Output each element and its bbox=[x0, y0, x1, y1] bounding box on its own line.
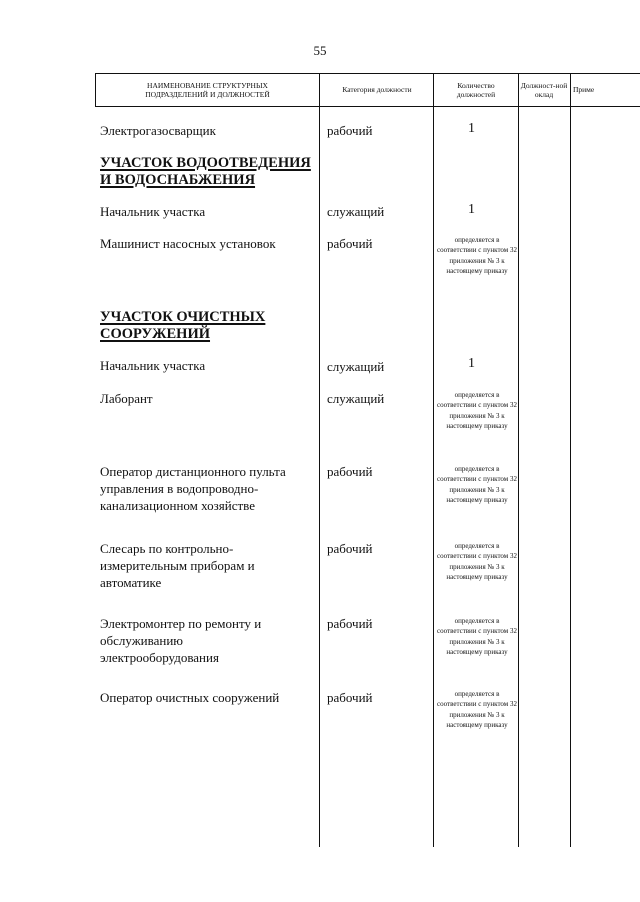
row-name: Электрогазосварщик bbox=[100, 123, 216, 138]
row-count-note: определяется в соответствии с пунктом 32 приложения № 3 к настоящему приказу bbox=[437, 542, 517, 582]
row-name: Электромонтер по ремонту и обслуживанию электрооборудования bbox=[100, 616, 262, 665]
row-count-note: определяется в соответствии с пунктом 32 приложения № 3 к настоящему приказу bbox=[437, 465, 517, 505]
section-heading: УЧАСТОК ОЧИСТНЫХ СООРУЖЕНИЙ bbox=[100, 309, 266, 342]
row-category: служащий bbox=[327, 391, 385, 406]
row-count-note: определяется в соответствии с пунктом 32 приложения № 3 к настоящему приказу bbox=[437, 690, 517, 730]
row-name: Слесарь по контрольно-измерительным приборам и автоматике bbox=[100, 541, 255, 590]
row-count: 1 bbox=[468, 202, 475, 217]
row-name: Оператор очистных сооружений bbox=[100, 690, 280, 705]
column-divider-salary bbox=[518, 73, 519, 847]
header-category-column: Категория должности bbox=[342, 85, 412, 94]
row-category: рабочий bbox=[327, 690, 373, 705]
row-name: Лаборант bbox=[100, 391, 153, 406]
row-category: рабочий bbox=[327, 464, 373, 479]
section-heading: УЧАСТОК ВОДООТВЕДЕНИЯ И ВОДОСНАБЖЕНИЯ bbox=[100, 155, 311, 188]
row-count: 1 bbox=[468, 356, 475, 371]
header-note-column: Приме bbox=[573, 85, 595, 94]
table-header-rule bbox=[95, 106, 640, 107]
table-left-border bbox=[95, 73, 96, 106]
row-name: Машинист насосных установок bbox=[100, 236, 276, 251]
row-name: Оператор дистанционного пульта управления в водопроводно-канализационном хозяйстве bbox=[100, 464, 286, 513]
header-salary-column: Должност-ной оклад bbox=[520, 80, 568, 99]
row-name: Начальник участка bbox=[100, 204, 206, 219]
column-divider-category bbox=[319, 73, 320, 847]
row-count-note: определяется в соответствии с пунктом 32 приложения № 3 к настоящему приказу bbox=[437, 617, 517, 657]
row-category: служащий bbox=[327, 359, 385, 374]
page-number: 55 bbox=[313, 43, 327, 58]
header-name-column: НАИМЕНОВАНИЕ СТРУКТУРНЫХ ПОДРАЗДЕЛЕНИЙ И ДОЛЖНОСТЕЙ bbox=[145, 80, 270, 99]
column-divider-note bbox=[570, 73, 571, 847]
row-count-note: определяется в соответствии с пунктом 32 приложения № 3 к настоящему приказу bbox=[437, 391, 517, 431]
row-count-note: определяется в соответствии с пунктом 32 приложения № 3 к настоящему приказу bbox=[437, 236, 517, 276]
column-divider-count bbox=[433, 73, 434, 847]
row-category: рабочий bbox=[327, 541, 373, 556]
row-category: служащий bbox=[327, 204, 385, 219]
row-category: рабочий bbox=[327, 236, 373, 251]
row-category: рабочий bbox=[327, 616, 373, 631]
row-name: Начальник участка bbox=[100, 358, 206, 373]
header-count-column: Количество должностей bbox=[456, 80, 496, 99]
row-count: 1 bbox=[468, 121, 475, 136]
row-category: рабочий bbox=[327, 123, 373, 138]
